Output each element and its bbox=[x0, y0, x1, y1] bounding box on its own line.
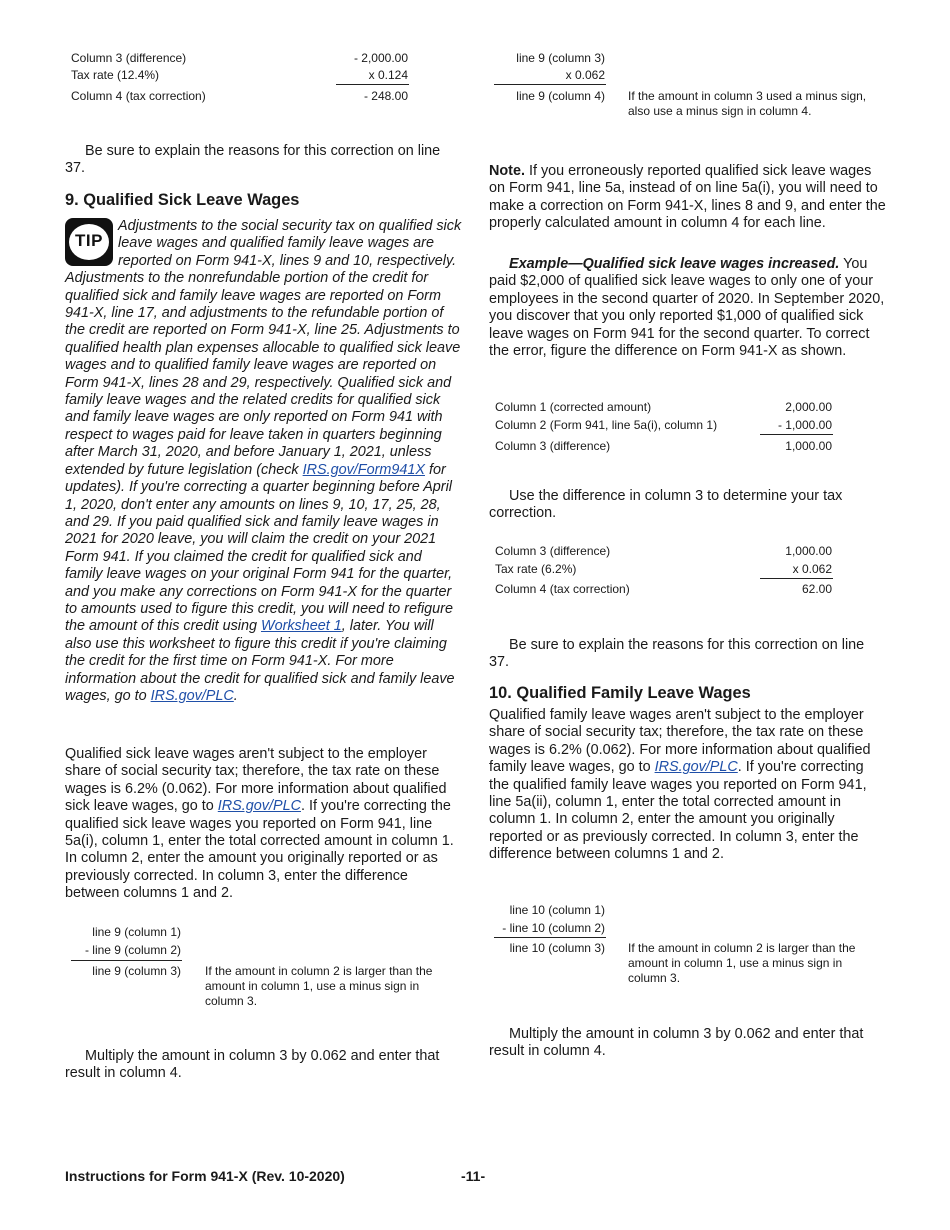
tip-text-part: for updates). If you're correcting a quarter beginning before April 1, 2020, don't enter any amounts on lines 9, 10, 17, 25, 28, and 29. If you paid qualified sick and family leave wages in 2021 for 2020 leave, you will claim the credit on your 2021 Form 941. If you claimed the credit for qualified sick and family leave wages on your original Form 941 for the quarter, and you make any corrections on Form 941-X for the quarter to amounts used to figure this credit, you will need to refigure the amount of this credit using bbox=[65, 461, 453, 635]
table-row-value: x 0.062 bbox=[792, 562, 832, 576]
table-row-label: Column 4 (tax correction) bbox=[495, 582, 630, 596]
table-row-value: 2,000.00 bbox=[785, 400, 832, 414]
paragraph-part: . If you're correcting the qualified sick leave wages you reported on Form 941, line 5a(i), column 1, enter the total corrected amount in column 1. In column 2, enter the amount you originally reported or as previously corrected. In column 3, enter the difference between columns 1 and 2. bbox=[65, 798, 454, 902]
paragraph-explain-reasons: Be sure to explain the reasons for this correction on line 37. bbox=[65, 143, 441, 177]
table-row-label: Tax rate (12.4%) bbox=[71, 68, 160, 82]
tip-block bbox=[65, 218, 463, 705]
table-row-label: - line 10 (column 2) bbox=[502, 921, 605, 935]
tip-text bbox=[65, 218, 463, 705]
example-text: You paid $2,000 of qualified sick leave wages to only one of your employees in the second quarter of 2020. In September 2020, you discover that you only reported $1,000 of qualified sick leave wages on Form 941 for the second quarter. To correct the error, figure the difference on Form 941-X as shown. bbox=[489, 256, 885, 360]
paragraph-explain-reasons: Be sure to explain the reasons for this correction on line 37. bbox=[489, 637, 865, 671]
divider bbox=[71, 960, 182, 961]
tip-text-part: , later. You will also use this worksheet to figure this credit if you're claiming the credit for the first time on Form 941-X. For more information about the credit for qualified sick and family leave wages, go to bbox=[65, 618, 455, 704]
divider bbox=[336, 84, 409, 85]
paragraph-sick-leave bbox=[65, 746, 461, 903]
paragraph-multiply: Multiply the amount in column 3 by 0.062 and enter that result in column 4. bbox=[489, 1026, 864, 1060]
table-row-value: - 2,000.00 bbox=[353, 51, 408, 65]
table-row-value: 1,000.00 bbox=[785, 544, 832, 558]
tip-text-part: Adjustments to the social security tax on qualified sick leave wages and qualified family leave wages are reported on Form 941-X, lines 9 and 10, respectively. Adjustments to the nonrefundable portion of the credit for qualified sick and family leave wages are reported on Form 941-X, line 17, and adjustments to the refundable portion of the credit are reported on Form 941-X, line 25. Adjustments to qualified health plan expenses allocable to qualified sick leave wages and to qualified family leave wages are reported on Form 941-X, lines 28 and 29, respectively. Qualified sick and family leave wages and the related credits for qualified sick and family leave wages are only reported on Form 941 with respect to wages paid for leave taken in quarters beginning after March 31, 2020, and before January 1, 2021, unless extended by future legislation (check bbox=[65, 218, 462, 478]
paragraph-use-difference: Use the difference in column 3 to determine your tax correction. bbox=[489, 488, 843, 522]
link-irs-plc[interactable]: IRS.gov/PLC bbox=[217, 798, 301, 815]
table-row-value: - 1,000.00 bbox=[777, 418, 832, 432]
paragraph-example bbox=[489, 256, 887, 360]
table-note: If the amount in column 3 used a minus sign, also use a minus sign in column 4. bbox=[628, 89, 867, 118]
divider bbox=[494, 937, 606, 938]
table-row-label: line 9 (column 3) bbox=[516, 51, 605, 65]
table-row-label: Column 3 (difference) bbox=[495, 439, 611, 453]
table-row-label: Column 1 (corrected amount) bbox=[495, 400, 652, 414]
table-note: If the amount in column 2 is larger than the amount in column 1, use a minus sign in column 3. bbox=[205, 964, 433, 1008]
table-row-value: x 0.124 bbox=[368, 68, 408, 82]
table-note: If the amount in column 2 is larger than the amount in column 1, use a minus sign in column 3. bbox=[628, 941, 856, 985]
table-row-label: Column 4 (tax correction) bbox=[71, 89, 206, 103]
table-row-label: Column 3 (difference) bbox=[71, 51, 187, 65]
footer-title: Instructions for Form 941-X (Rev. 10-2020) bbox=[65, 1168, 345, 1184]
tip-label: TIP bbox=[75, 231, 103, 250]
table-row-value: 62.00 bbox=[801, 582, 832, 596]
note-label: Note. bbox=[489, 163, 525, 179]
paragraph-family-leave bbox=[489, 707, 887, 864]
table-row-label: Tax rate (6.2%) bbox=[495, 562, 577, 576]
note-text: If you erroneously reported qualified sick leave wages on Form 941, line 5a, instead of on line 5a(i), you will need to make a correction on Form 941-X, lines 8 and 9, and enter the properly calculated amount in column 4 for each line. bbox=[489, 163, 886, 232]
paragraph-part: . If you're correcting the qualified family leave wages you reported on Form 941, line 5a(ii), column 1, enter the total corrected amount in column 1. In column 2, enter the amount you originally reported or as previously corrected. In column 3, enter the difference between columns 1 and 2. bbox=[489, 759, 867, 863]
link-irs-form941x[interactable]: IRS.gov/Form941X bbox=[302, 461, 425, 478]
paragraph-multiply: Multiply the amount in column 3 by 0.062 and enter that result in column 4. bbox=[65, 1048, 440, 1082]
table-row-label: line 10 (column 3) bbox=[509, 941, 605, 955]
link-irs-plc[interactable]: IRS.gov/PLC bbox=[654, 759, 738, 776]
table-row-label: Column 2 (Form 941, line 5a(i), column 1) bbox=[495, 418, 718, 432]
link-worksheet-1[interactable]: Worksheet 1 bbox=[260, 618, 342, 635]
table-row-label: line 9 (column 4) bbox=[516, 89, 605, 103]
table-row-value: - 248.00 bbox=[363, 89, 408, 103]
section-heading-10: 10. Qualified Family Leave Wages bbox=[489, 684, 751, 702]
divider bbox=[760, 434, 833, 435]
paragraph-note bbox=[489, 163, 887, 233]
table-row-label: line 9 (column 1) bbox=[92, 925, 181, 939]
table-row-label: x 0.062 bbox=[565, 68, 605, 82]
paragraph-part: Qualified family leave wages aren't subject to the employer share of social security tax; therefore, the tax rate on these wages is 6.2% (0.062). For more information about qualified family leave wages, go to bbox=[489, 707, 871, 776]
tip-text-part: . bbox=[233, 687, 238, 704]
divider bbox=[760, 578, 833, 579]
table-row-label: Column 3 (difference) bbox=[495, 544, 611, 558]
section-heading-9: 9. Qualified Sick Leave Wages bbox=[65, 191, 300, 209]
example-label: Example—Qualified sick leave wages increased. bbox=[509, 256, 840, 272]
table-row-label: - line 9 (column 2) bbox=[84, 943, 181, 957]
link-irs-plc[interactable]: IRS.gov/PLC bbox=[150, 687, 234, 704]
page-number: -11- bbox=[461, 1168, 486, 1184]
table-row-label: line 10 (column 1) bbox=[509, 903, 605, 917]
divider bbox=[494, 84, 606, 85]
table-row-value: 1,000.00 bbox=[785, 439, 832, 453]
table-row-label: line 9 (column 3) bbox=[92, 964, 181, 978]
paragraph-part: Qualified sick leave wages aren't subject to the employer share of social security tax; therefore, the tax rate on these wages is 6.2% (0.062). For more information about qualified sick leave wages, go to bbox=[65, 746, 447, 815]
